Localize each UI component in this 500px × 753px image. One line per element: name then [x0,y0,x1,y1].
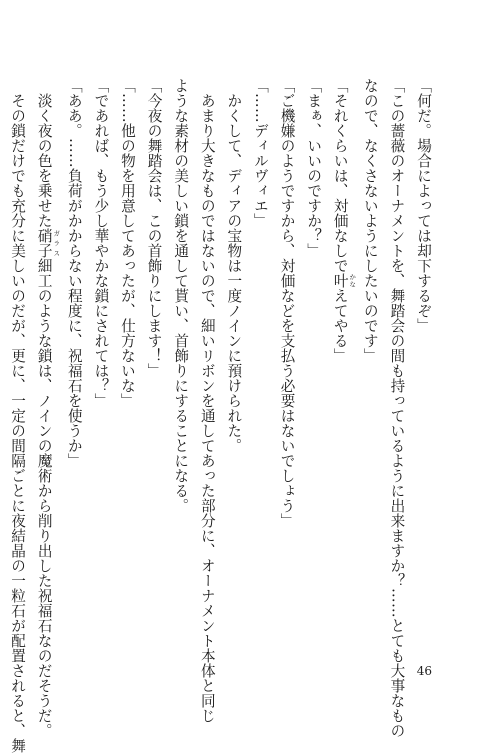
text-line: 「……他の物を用意してあったが、仕方ないな」 [118,78,136,408]
ruby-annotation [35,228,61,258]
text-line: ような素材の美しい鎖を通して貰い、首飾りにすることになる。 [172,78,190,513]
text-line: 「今夜の舞踏会は、この首飾りにします！」 [145,78,163,378]
ruby-base: 叶 [331,273,349,288]
ruby-annotation [331,273,357,288]
page-number: 46 [416,664,432,678]
text-line: 「この薔薇のオーナメントを、舞踏会の間も持っているように出来ますか？……とても大事なもの [388,78,406,738]
text-line: かくして、ディアの宝物は一度ノインに預けられた。 [225,78,243,453]
text-line: 「ああ。……負荷がかからない程度に、祝福石を使うか」 [65,78,83,468]
text-line: あまり大きなものではないので、細いリボンを通してあった部分に、オーナメント本体と同じ [198,78,216,723]
text-line-with-ruby [326,78,356,638]
text-line: その鎖だけでも充分に美しいのだが、更に、一定の間隔ごとに夜結晶の一粒石が配置されると、舞 [9,78,27,753]
ruby-base: 硝子 [35,228,53,258]
text-line: 「……ディルヴィエ」 [251,78,269,228]
text-line: 「まぁ、いいのですか？」 [305,78,323,258]
text-line [0,78,4,638]
text-segment: えてやる」 [331,288,349,363]
text-line: 「何だ。場合によっては却下するぞ」 [415,78,432,333]
text-segment: 「それくらいは、対価なしで [331,78,349,273]
text-line: なので、なくさないようにしたいのです」 [361,78,379,363]
text-line-with-ruby [30,78,61,738]
text-segment: 淡く夜の色を乗せた [35,78,53,228]
ruby-reading: ガラス [52,228,61,258]
ruby-reading: かな [348,273,357,288]
text-line: 「であれば、もう少し華やかな鎖にされては？」 [92,78,110,408]
text-segment: 細工のような鎖は、ノインの魔術から削り出した祝福石なのだそうだ。 [35,258,53,738]
text-line: 「ご機嫌のようですから、対価などを支払う必要はないでしょう」 [278,78,296,528]
